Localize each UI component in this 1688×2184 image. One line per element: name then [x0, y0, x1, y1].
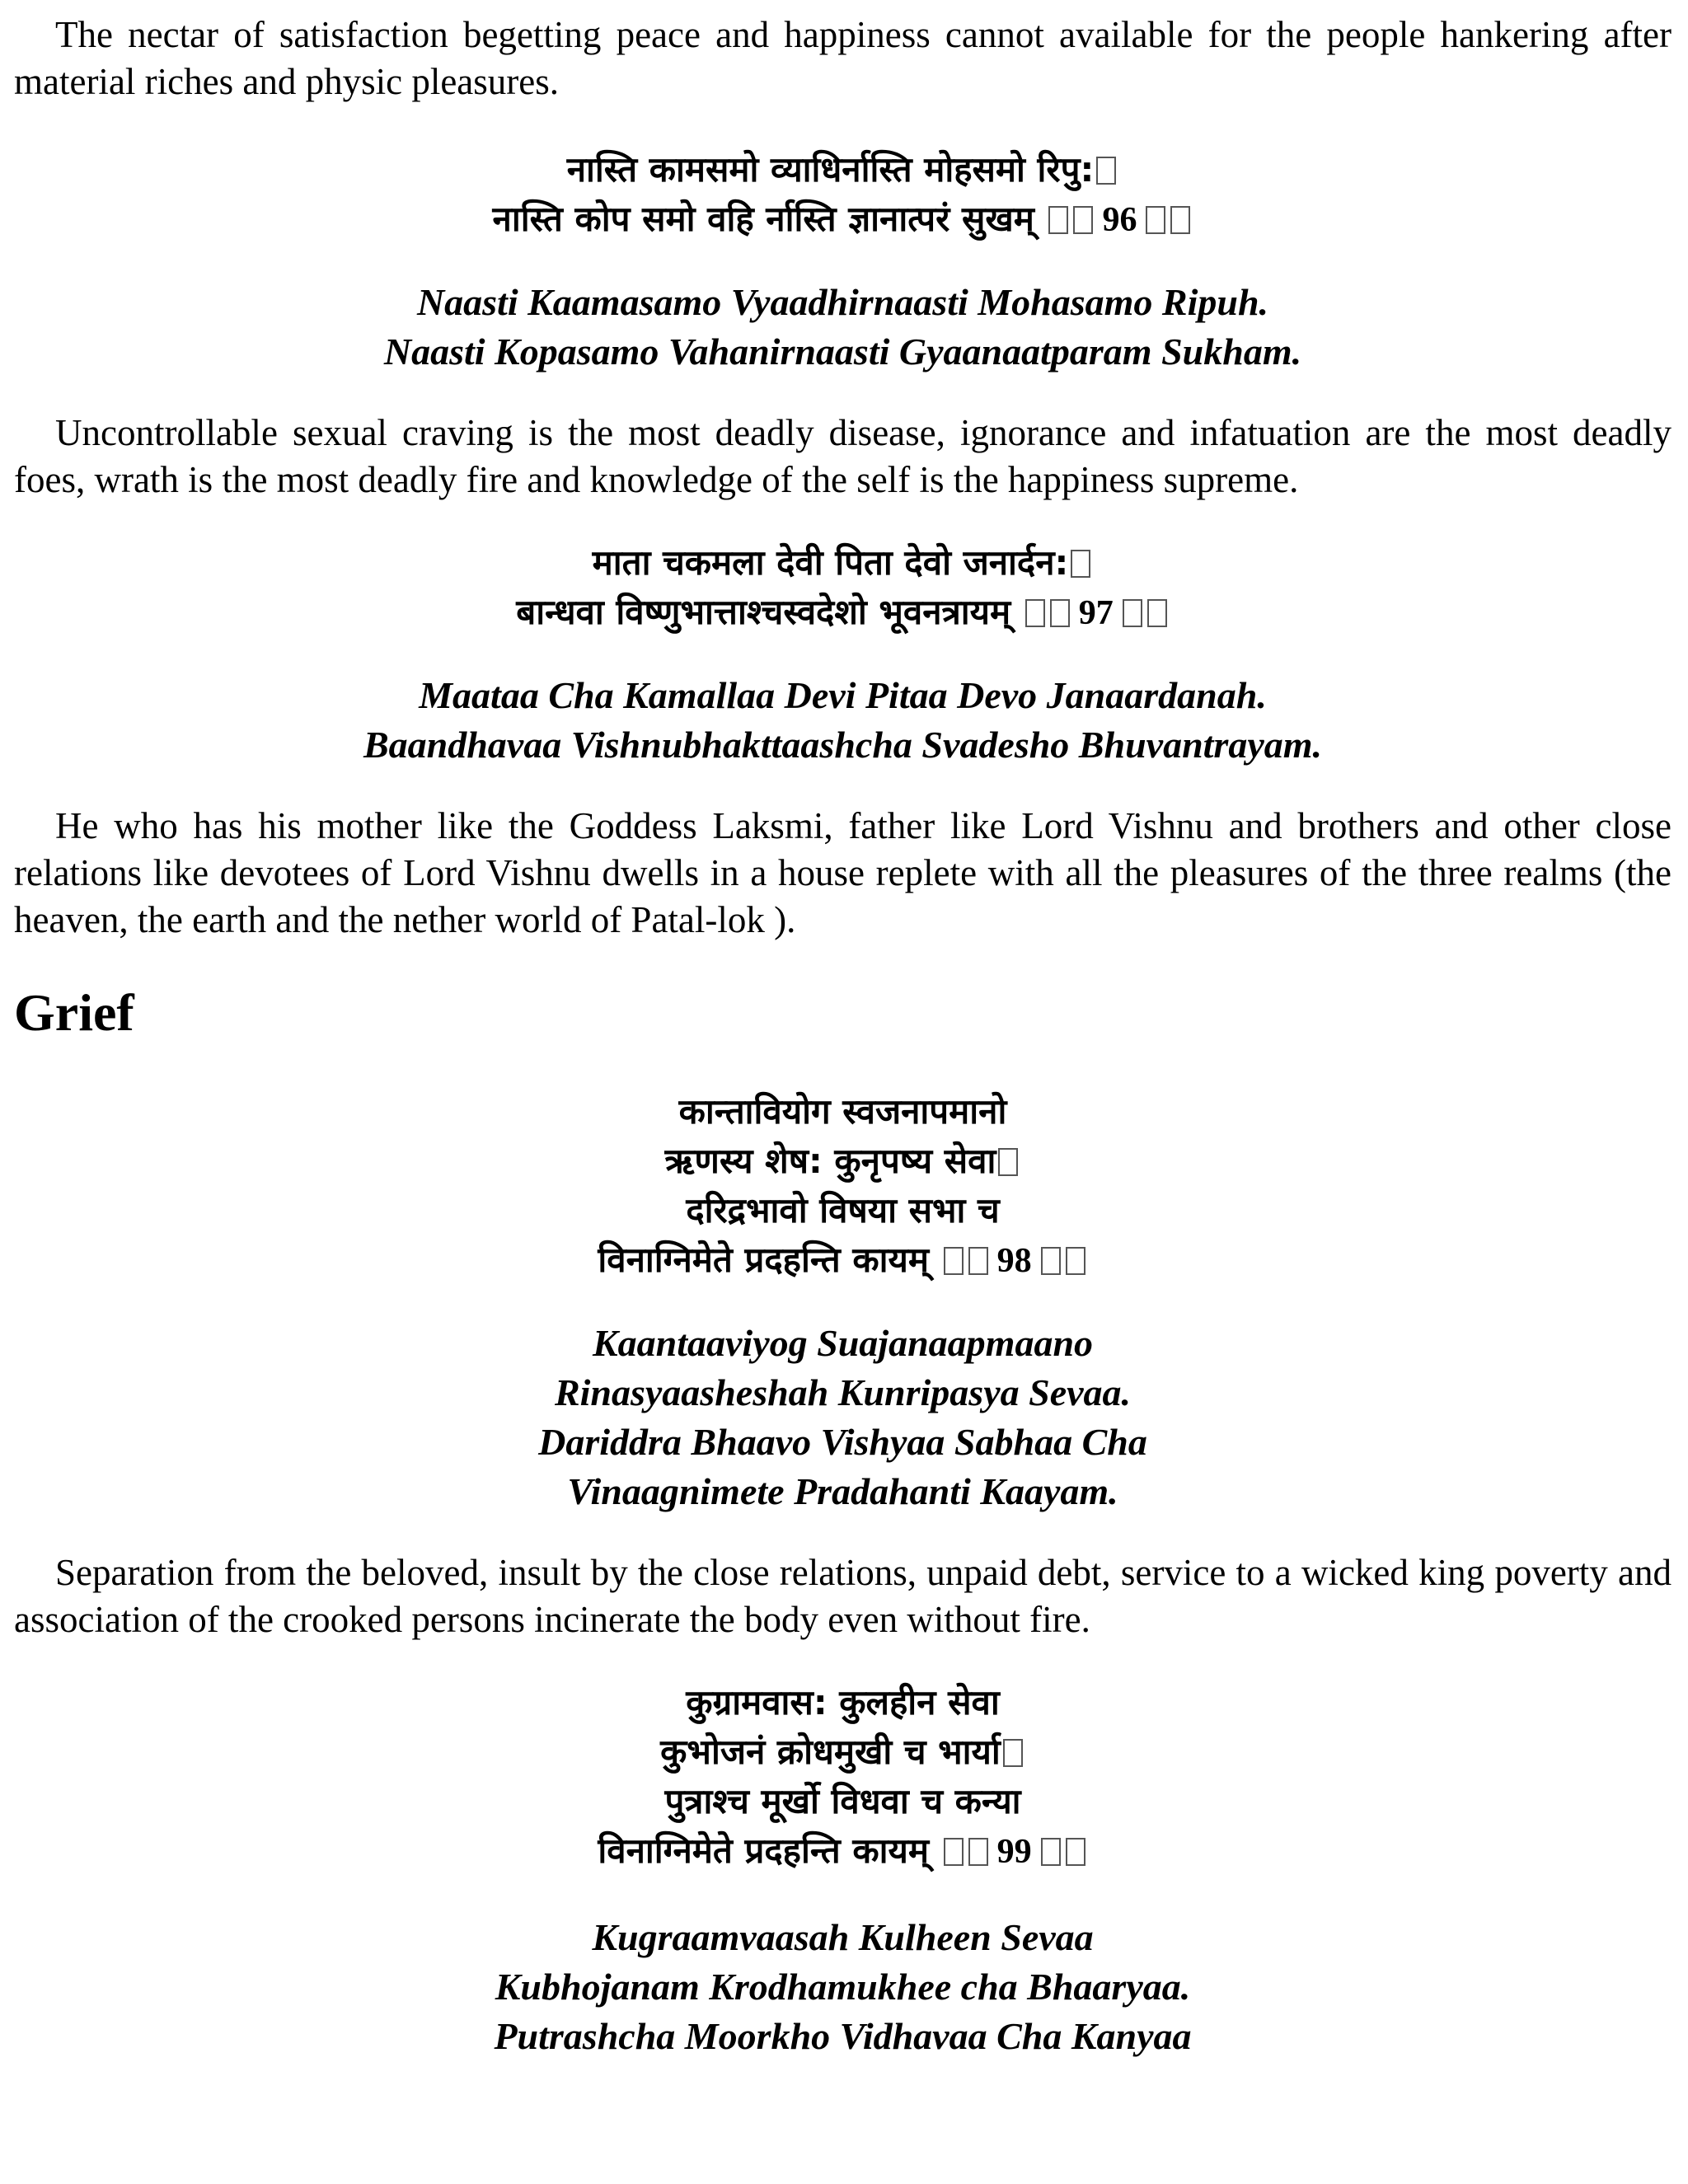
- verse-number: 96: [1102, 201, 1137, 239]
- missing-glyph-icon: [1147, 599, 1167, 627]
- sanskrit-verse-98: [14, 1087, 1672, 1286]
- missing-glyph-icon: [1066, 1247, 1085, 1275]
- missing-glyph-icon: [968, 1838, 988, 1866]
- paragraph-craving: Uncontrollable sexual craving is the most deadly disease, ignorance and infatuation are the most deadly foes, wrath is the most deadly fire and knowledge of the self is the happiness supreme.: [14, 412, 1672, 500]
- missing-glyph-icon: [1066, 1838, 1085, 1866]
- missing-glyph-icon: [944, 1247, 964, 1275]
- missing-glyph-icon: [1071, 550, 1090, 578]
- transliteration-98: [14, 1319, 1672, 1516]
- paragraph-mother: He who has his mother like the Goddess Laksmi, father like Lord Vishnu and brothers and other close relations like devotees of Lord Vishnu dwells in a house replete with all the pleasures of the three realms (the heaven, the earth and the nether world of Patal-lok ).: [14, 805, 1672, 940]
- section-heading-grief: Grief: [14, 983, 134, 1042]
- document-page: [14, 12, 1672, 2061]
- verse-line: ऋणस्य शेष: कुनृपष्य सेवा: [14, 1137, 1672, 1186]
- missing-glyph-icon: [968, 1247, 988, 1275]
- transliteration-99: [14, 1913, 1672, 2061]
- transliteration-line: Baandhavaa Vishnubhakttaashcha Svadesho Bhuvantrayam.: [363, 724, 1323, 766]
- transliteration-line: Vinaagnimete Pradahanti Kaayam.: [567, 1470, 1118, 1512]
- transliteration-97: [14, 671, 1672, 770]
- missing-glyph-icon: [1096, 157, 1116, 185]
- verse-line: नास्ति कोप समो वहि र्नास्ति ज्ञानात्परं सुखम् 96: [14, 194, 1672, 245]
- missing-glyph-icon: [1041, 1838, 1061, 1866]
- missing-glyph-icon: [1123, 599, 1142, 627]
- verse-number: 97: [1078, 594, 1114, 632]
- verse-number: 99: [996, 1833, 1032, 1871]
- verse-line: बान्धवा विष्णुभात्ताश्चस्वदेशो भूवनत्रायम् 97: [14, 588, 1672, 638]
- transliteration-line: Kugraamvaasah Kulheen Sevaa: [592, 1916, 1094, 1958]
- transliteration-line: Kaantaaviyog Suajanaapmaano: [592, 1322, 1094, 1364]
- missing-glyph-icon: [1048, 206, 1068, 234]
- verse-line: पुत्राश्च मूर्खो विधवा च कन्या: [664, 1781, 1021, 1821]
- sanskrit-verse-99: [14, 1678, 1672, 1877]
- missing-glyph-icon: [944, 1838, 964, 1866]
- transliteration-line: Kubhojanam Krodhamukhee cha Bhaaryaa.: [495, 1966, 1191, 2008]
- sanskrit-verse-96: [14, 145, 1672, 245]
- missing-glyph-icon: [1170, 206, 1190, 234]
- verse-line: दरिद्रभावो विषया सभा च: [686, 1190, 1000, 1230]
- transliteration-96: [14, 278, 1672, 377]
- transliteration-line: Naasti Kopasamo Vahanirnaasti Gyaanaatparam Sukham.: [383, 330, 1302, 373]
- missing-glyph-icon: [998, 1148, 1018, 1176]
- verse-number: 98: [996, 1242, 1032, 1280]
- missing-glyph-icon: [1073, 206, 1093, 234]
- verse-line: कुभोजनं क्रोधमुखी च भार्या: [14, 1727, 1672, 1777]
- paragraph-satisfaction: The nectar of satisfaction begetting peace and happiness cannot available for the people hankering after material riches and physic pleasures.: [14, 14, 1672, 102]
- verse-line: माता चकमला देवी पिता देवो जनार्दन:: [14, 538, 1672, 588]
- transliteration-line: Naasti Kaamasamo Vyaadhirnaasti Mohasamo Ripuh.: [416, 281, 1269, 323]
- transliteration-line: Dariddra Bhaavo Vishyaa Sabhaa Cha: [538, 1421, 1147, 1463]
- paragraph-separation: Separation from the beloved, insult by the close relations, unpaid debt, service to a wicked king poverty and association of the crooked persons incinerate the body even without fire.: [14, 1552, 1672, 1640]
- verse-line: विनाग्निमेते प्रदहन्ति कायम् 99: [14, 1826, 1672, 1877]
- missing-glyph-icon: [1003, 1739, 1023, 1767]
- missing-glyph-icon: [1050, 599, 1070, 627]
- verse-line: कान्तावियोग स्वजनापमानो: [678, 1091, 1007, 1132]
- transliteration-line: Rinasyaasheshah Kunripasya Sevaa.: [554, 1371, 1132, 1413]
- sanskrit-verse-97: [14, 538, 1672, 638]
- missing-glyph-icon: [1025, 599, 1045, 627]
- transliteration-line: Maataa Cha Kamallaa Devi Pitaa Devo Janaardanah.: [419, 674, 1267, 716]
- verse-line: नास्ति कामसमो व्याधिर्नास्ति मोहसमो रिपु:: [14, 145, 1672, 194]
- verse-line: विनाग्निमेते प्रदहन्ति कायम् 98: [14, 1235, 1672, 1286]
- transliteration-line: Putrashcha Moorkho Vidhavaa Cha Kanyaa: [494, 2015, 1192, 2057]
- verse-line: कुग्रामवास: कुलहीन सेवा: [686, 1682, 1000, 1722]
- missing-glyph-icon: [1146, 206, 1165, 234]
- missing-glyph-icon: [1041, 1247, 1061, 1275]
